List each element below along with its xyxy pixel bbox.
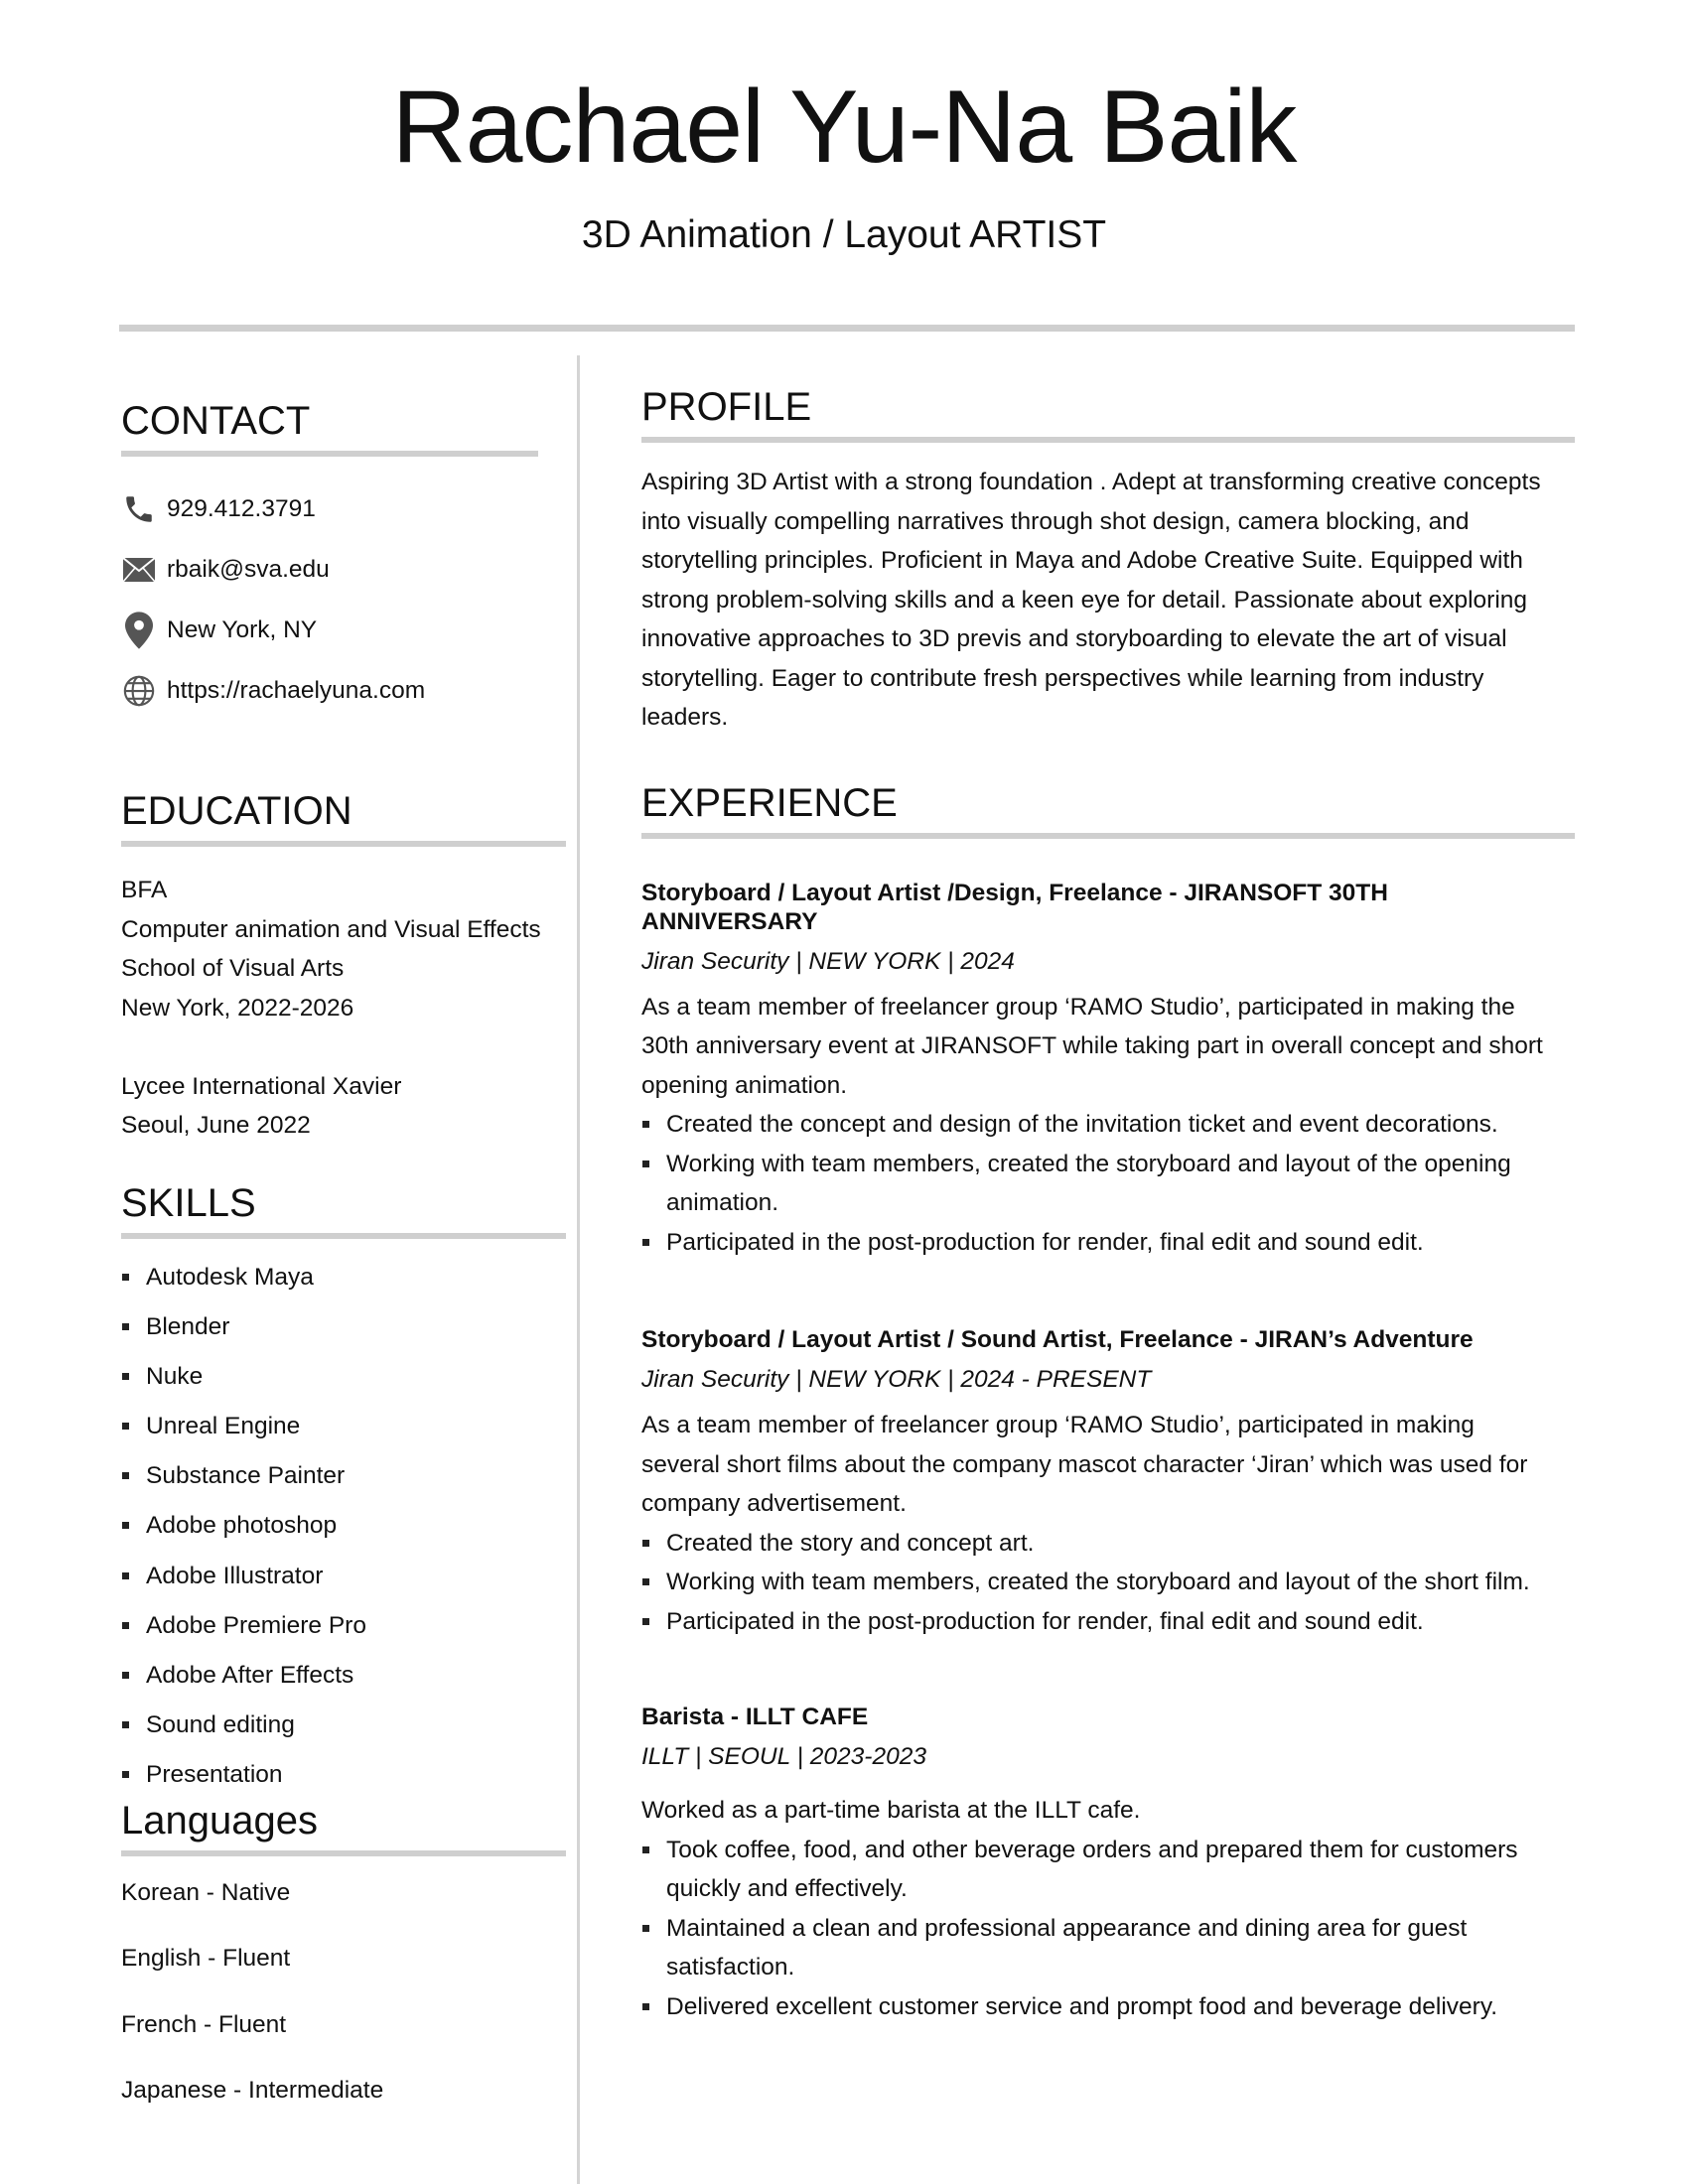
contact-location-text: New York, NY xyxy=(167,616,318,643)
contact-heading: CONTACT xyxy=(121,399,311,443)
job-bullet: Working with team members, created the storyboard and layout of the short film. xyxy=(641,1563,1575,1602)
bullet-square-icon xyxy=(642,1925,649,1932)
bullet-square-icon xyxy=(642,1239,649,1246)
job-title: Storyboard / Layout Artist /Design, Freelance - JIRANSOFT 30TH ANNIVERSARY xyxy=(641,879,1388,935)
skill-item: Unreal Engine xyxy=(121,1412,566,1461)
job-bullet: Created the story and concept art. xyxy=(641,1524,1575,1564)
profile-summary: Aspiring 3D Artist with a strong foundation . Adept at transforming creative concepts into visually compelling narratives through shot design, camera blocking, and storytelling principles. Proficient in Maya and Adobe Creative Suite. Equipped with strong problem-solving skills and a keen eye for detail. Passionate about exploring innovative approaches to 3D previs and storyboarding to elevate the art of visual storytelling. Eager to contribute fresh perspectives while learning from industry leaders. xyxy=(641,469,1541,731)
job-entry xyxy=(641,1703,1575,2026)
edu-highschool-dates: Seoul, June 2022 xyxy=(121,1112,311,1139)
job-title: Barista - ILLT CAFE xyxy=(641,1704,869,1730)
languages-section xyxy=(121,1795,566,2142)
education-heading: EDUCATION xyxy=(121,789,352,833)
contact-section xyxy=(121,395,538,710)
job-bullet: Created the concept and design of the invitation ticket and event decorations. xyxy=(641,1105,1575,1145)
bullet-square-icon xyxy=(642,1578,649,1585)
bullet-square-icon xyxy=(122,1472,129,1479)
contact-website xyxy=(121,672,538,710)
profile-heading: PROFILE xyxy=(641,385,812,429)
bullet-square-icon xyxy=(122,1423,129,1430)
skill-item: Adobe After Effects xyxy=(121,1661,566,1710)
skill-item: Nuke xyxy=(121,1362,566,1412)
language-item: English - Fluent xyxy=(121,1945,291,1973)
bullet-square-icon xyxy=(642,1618,649,1625)
job-entry xyxy=(641,879,1575,1263)
job-meta: ILLT | SEOUL | 2023-2023 xyxy=(641,1743,926,1770)
contact-website-link[interactable]: https://rachaelyuna.com xyxy=(167,677,426,704)
experience-heading: EXPERIENCE xyxy=(641,780,898,825)
contact-email xyxy=(121,551,538,589)
bullet-square-icon xyxy=(122,1373,129,1380)
bullet-square-icon xyxy=(642,1540,649,1547)
location-pin-icon xyxy=(121,613,157,648)
job-description: As a team member of freelancer group ‘RAMO Studio’, participated in making several short films about the company mascot character ‘Jiran’ which was used for company advertisement. xyxy=(641,1412,1528,1517)
bullet-square-icon xyxy=(122,1522,129,1529)
edu-degree: BFA xyxy=(121,877,168,903)
resume-subtitle: 3D Animation / Layout ARTIST xyxy=(581,213,1107,256)
job-bullet: Took coffee, food, and other beverage orders and prepared them for customers quickly and effectively. xyxy=(641,1831,1575,1909)
edu-highschool: Lycee International Xavier xyxy=(121,1072,402,1100)
edu-major: Computer animation and Visual Effects xyxy=(121,915,541,943)
bullet-square-icon xyxy=(642,2003,649,2010)
skills-rule xyxy=(121,1233,566,1239)
edu-school: School of Visual Arts xyxy=(121,955,345,982)
job-entry xyxy=(641,1325,1575,1641)
languages-rule xyxy=(121,1850,566,1856)
edu-school-dates: New York, 2022-2026 xyxy=(121,994,354,1022)
header-divider xyxy=(119,325,1575,332)
job-meta: Jiran Security | NEW YORK | 2024 xyxy=(641,947,1015,975)
skill-item: Presentation xyxy=(121,1760,566,1810)
job-bullet: Delivered excellent customer service and prompt food and beverage delivery. xyxy=(641,1987,1575,2027)
job-bullets xyxy=(641,1524,1575,1642)
bullet-square-icon xyxy=(122,1274,129,1281)
phone-icon xyxy=(121,491,157,527)
skill-item: Substance Painter xyxy=(121,1461,566,1511)
bullet-square-icon xyxy=(122,1572,129,1579)
contact-email-text: rbaik@sva.edu xyxy=(167,556,330,583)
experience-section xyxy=(641,777,1575,2027)
contact-rule xyxy=(121,451,538,457)
job-description: As a team member of freelancer group ‘RAMO Studio’, participated in making the 30th anniversary event at JIRANSOFT while taking part in overall concept and short opening animation. xyxy=(641,993,1543,1099)
bullet-square-icon xyxy=(642,1121,649,1128)
experience-rule xyxy=(641,833,1575,839)
job-bullet: Participated in the post-production for render, final edit and sound edit. xyxy=(641,1602,1575,1642)
profile-section xyxy=(641,381,1575,738)
job-bullets xyxy=(641,1105,1575,1262)
education-section xyxy=(121,785,566,1146)
education-rule xyxy=(121,841,566,847)
contact-location xyxy=(121,612,538,649)
job-title: Storyboard / Layout Artist / Sound Artist, Freelance - JIRAN’s Adventure xyxy=(641,1326,1474,1353)
envelope-icon xyxy=(121,552,157,588)
contact-phone xyxy=(121,490,538,528)
left-column xyxy=(121,395,566,2142)
contact-phone-text: 929.412.3791 xyxy=(167,495,316,522)
skills-heading: SKILLS xyxy=(121,1180,256,1225)
skill-item: Blender xyxy=(121,1312,566,1362)
bullet-square-icon xyxy=(122,1771,129,1778)
column-divider xyxy=(577,355,580,2184)
profile-rule xyxy=(641,437,1575,443)
language-item: Korean - Native xyxy=(121,1878,291,1906)
languages-heading: Languages xyxy=(121,1798,318,1843)
skill-item: Adobe Illustrator xyxy=(121,1562,566,1611)
skill-item: Sound editing xyxy=(121,1710,566,1760)
job-bullet: Maintained a clean and professional appearance and dining area for guest satisfaction. xyxy=(641,1909,1575,1987)
education-details xyxy=(121,871,566,1146)
job-bullet: Working with team members, created the storyboard and layout of the opening animation. xyxy=(641,1145,1575,1223)
bullet-square-icon xyxy=(122,1622,129,1629)
skill-item: Adobe Premiere Pro xyxy=(121,1611,566,1661)
right-column xyxy=(641,381,1575,2026)
skills-section xyxy=(121,1177,566,1811)
job-meta: Jiran Security | NEW YORK | 2024 - PRESENT xyxy=(641,1366,1152,1393)
bullet-square-icon xyxy=(122,1323,129,1330)
languages-list xyxy=(121,1878,566,2142)
bullet-square-icon xyxy=(122,1721,129,1728)
edu-spacer xyxy=(121,1027,566,1067)
bullet-square-icon xyxy=(642,1160,649,1167)
resume-name: Rachael Yu-Na Baik xyxy=(391,69,1297,185)
bullet-square-icon xyxy=(642,1846,649,1853)
job-bullets xyxy=(641,1831,1575,2027)
bullet-square-icon xyxy=(122,1672,129,1679)
language-item: Japanese - Intermediate xyxy=(121,2077,384,2105)
language-item: French - Fluent xyxy=(121,2010,287,2038)
skill-item: Autodesk Maya xyxy=(121,1263,566,1312)
job-description: Worked as a part-time barista at the ILLT cafe. xyxy=(641,1797,1141,1824)
skills-list xyxy=(121,1263,566,1811)
globe-icon xyxy=(121,673,157,709)
job-bullet: Participated in the post-production for render, final edit and sound edit. xyxy=(641,1223,1575,1263)
skill-item: Adobe photoshop xyxy=(121,1511,566,1561)
